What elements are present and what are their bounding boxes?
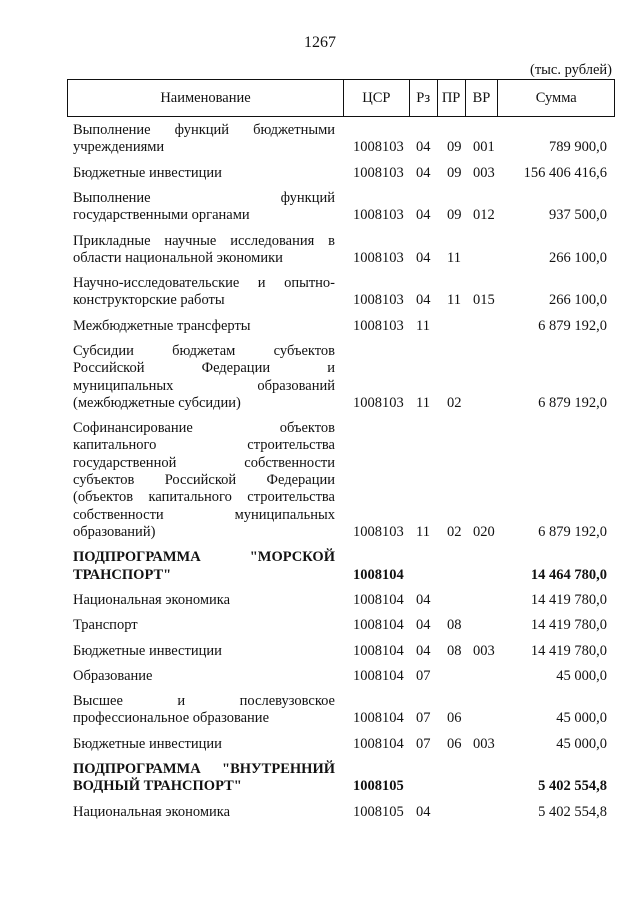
row-name-line: ВОДНЫЙ ТРАНСПОРТ" xyxy=(73,778,242,795)
row-csr: 1008104 xyxy=(353,710,404,727)
row-name-line: Образование xyxy=(73,667,153,684)
row-rz: 07 xyxy=(416,667,431,684)
row-name xyxy=(73,761,335,796)
row-pr: 09 xyxy=(447,164,462,181)
row-sum: 14 419 780,0 xyxy=(530,642,607,659)
page-number: 1267 xyxy=(304,34,336,51)
table-row xyxy=(67,592,615,609)
table-row xyxy=(67,617,615,634)
row-csr: 1008103 xyxy=(353,394,404,411)
row-name-line: субъектов Российской Федерации xyxy=(73,472,335,489)
row-sum: 45 000,0 xyxy=(556,710,607,727)
row-pr: 11 xyxy=(447,249,461,266)
header-pr: ПР xyxy=(438,80,466,116)
row-name xyxy=(73,233,335,268)
row-name-line: Научно-исследовательские и опытно- xyxy=(73,275,335,292)
row-vr: 003 xyxy=(473,642,495,659)
row-name xyxy=(73,693,335,728)
row-name-line: капитального строительства xyxy=(73,437,335,454)
row-name-line: (межбюджетные субсидии) xyxy=(73,394,241,411)
row-rz: 11 xyxy=(416,394,430,411)
row-sum: 937 500,0 xyxy=(549,207,607,224)
row-name-line: области национальной экономики xyxy=(73,249,283,266)
row-csr: 1008105 xyxy=(353,803,404,820)
header-sum: Сумма xyxy=(535,89,577,106)
row-rz: 04 xyxy=(416,642,431,659)
row-csr: 1008103 xyxy=(353,164,404,181)
row-name-line: Бюджетные инвестиции xyxy=(73,735,222,752)
row-name-line: Национальная экономика xyxy=(73,803,231,820)
row-csr: 1008104 xyxy=(353,591,404,608)
row-rz: 07 xyxy=(416,710,431,727)
row-csr: 1008103 xyxy=(353,139,404,156)
header-csr: ЦСР xyxy=(344,80,410,116)
row-name xyxy=(73,343,335,412)
row-sum: 14 464 780,0 xyxy=(530,566,607,583)
row-name xyxy=(73,122,335,157)
row-sum: 6 879 192,0 xyxy=(538,317,607,334)
row-pr: 06 xyxy=(447,735,462,752)
row-name xyxy=(73,165,335,182)
row-rz: 11 xyxy=(416,317,430,334)
row-rz: 04 xyxy=(416,139,431,156)
row-vr: 003 xyxy=(473,735,495,752)
row-sum: 45 000,0 xyxy=(556,735,607,752)
row-csr: 1008105 xyxy=(353,778,404,795)
table-row xyxy=(67,343,615,412)
table-row xyxy=(67,318,615,335)
row-name-line: Софинансирование объектов xyxy=(73,420,335,437)
row-name-line: государственными органами xyxy=(73,207,250,224)
table-row xyxy=(67,643,615,660)
table-row xyxy=(67,165,615,182)
row-name xyxy=(73,420,335,541)
row-rz: 04 xyxy=(416,803,431,820)
row-csr: 1008104 xyxy=(353,667,404,684)
row-pr: 08 xyxy=(447,642,462,659)
row-name xyxy=(73,736,335,753)
row-sum: 6 879 192,0 xyxy=(538,394,607,411)
row-name-line: конструкторские работы xyxy=(73,292,225,309)
table-row xyxy=(67,190,615,225)
row-pr: 09 xyxy=(447,139,462,156)
row-csr: 1008103 xyxy=(353,207,404,224)
header-vr: ВР xyxy=(466,80,499,116)
row-rz: 04 xyxy=(416,292,431,309)
row-rz: 07 xyxy=(416,735,431,752)
table-row xyxy=(67,736,615,753)
row-name-line: Прикладные научные исследования в xyxy=(73,232,335,249)
row-vr: 020 xyxy=(473,523,495,540)
row-csr: 1008103 xyxy=(353,249,404,266)
row-name-line: муниципальных образований xyxy=(73,377,335,394)
row-name-line: ТРАНСПОРТ" xyxy=(73,566,172,583)
row-name-line: Межбюджетные трансферты xyxy=(73,317,251,334)
row-csr: 1008104 xyxy=(353,642,404,659)
row-name-line: Выполнение функций бюджетными xyxy=(73,122,335,138)
row-pr: 08 xyxy=(447,617,462,634)
row-name-line: Высшее и послевузовское xyxy=(73,693,335,710)
table-row xyxy=(67,420,615,541)
row-name-line: ПОДПРОГРАММА "МОРСКОЙ xyxy=(73,549,335,566)
row-name xyxy=(73,592,335,609)
table-row xyxy=(67,668,615,685)
row-name xyxy=(73,668,335,685)
row-name xyxy=(73,549,335,584)
row-sum: 789 900,0 xyxy=(549,139,607,156)
row-name-line: Выполнение функций xyxy=(73,189,335,206)
row-rz: 04 xyxy=(416,207,431,224)
row-pr: 06 xyxy=(447,710,462,727)
row-sum: 45 000,0 xyxy=(556,667,607,684)
table-header xyxy=(67,79,615,117)
table-row xyxy=(67,549,615,584)
row-rz: 04 xyxy=(416,617,431,634)
row-name-line: ПОДПРОГРАММА "ВНУТРЕННИЙ xyxy=(73,761,335,777)
row-sum: 266 100,0 xyxy=(549,249,607,266)
row-vr: 012 xyxy=(473,207,495,224)
row-csr: 1008104 xyxy=(353,617,404,634)
header-rz: Рз xyxy=(410,80,438,116)
row-sum: 266 100,0 xyxy=(549,292,607,309)
row-name-line: образований) xyxy=(73,523,156,540)
row-name-line: Бюджетные инвестиции xyxy=(73,164,222,181)
row-pr: 02 xyxy=(447,394,462,411)
row-name-line: учреждениями xyxy=(73,139,165,156)
row-name-line: Транспорт xyxy=(73,617,138,634)
header-name: Наименование xyxy=(68,80,344,116)
table-row xyxy=(67,693,615,728)
table-row xyxy=(67,804,615,821)
row-name-line: (объектов капитального строительства xyxy=(73,489,335,506)
table-row xyxy=(67,122,615,157)
row-csr: 1008103 xyxy=(353,317,404,334)
row-name-line: Российской Федерации и xyxy=(73,360,335,377)
row-name xyxy=(73,318,335,335)
row-csr: 1008103 xyxy=(353,523,404,540)
table-row xyxy=(67,233,615,268)
row-sum: 14 419 780,0 xyxy=(530,591,607,608)
row-vr: 003 xyxy=(473,164,495,181)
row-sum: 6 879 192,0 xyxy=(538,523,607,540)
row-csr: 1008104 xyxy=(353,735,404,752)
units-label: (тыс. рублей) xyxy=(530,62,612,78)
row-name xyxy=(73,275,335,310)
row-vr: 015 xyxy=(473,292,495,309)
row-name xyxy=(73,617,335,634)
row-name xyxy=(73,804,335,821)
row-pr: 11 xyxy=(447,292,461,309)
row-name-line: Субсидии бюджетам субъектов xyxy=(73,343,335,359)
row-sum: 14 419 780,0 xyxy=(530,617,607,634)
row-name-line: Бюджетные инвестиции xyxy=(73,642,222,659)
row-name-line: Национальная экономика xyxy=(73,591,231,608)
row-sum: 5 402 554,8 xyxy=(538,803,607,820)
row-rz: 04 xyxy=(416,164,431,181)
row-csr: 1008104 xyxy=(353,566,404,583)
row-name-line: государственной собственности xyxy=(73,454,335,471)
row-rz: 04 xyxy=(416,591,431,608)
row-vr: 001 xyxy=(473,139,495,156)
row-name-line: собственности муниципальных xyxy=(73,506,335,523)
table-row xyxy=(67,761,615,796)
row-name-line: профессиональное образование xyxy=(73,710,270,727)
row-name xyxy=(73,643,335,660)
row-rz: 11 xyxy=(416,523,430,540)
row-sum: 156 406 416,6 xyxy=(523,164,607,181)
row-sum: 5 402 554,8 xyxy=(538,778,607,795)
table-row xyxy=(67,275,615,310)
row-name xyxy=(73,190,335,225)
row-rz: 04 xyxy=(416,249,431,266)
row-csr: 1008103 xyxy=(353,292,404,309)
row-pr: 02 xyxy=(447,523,462,540)
row-pr: 09 xyxy=(447,207,462,224)
